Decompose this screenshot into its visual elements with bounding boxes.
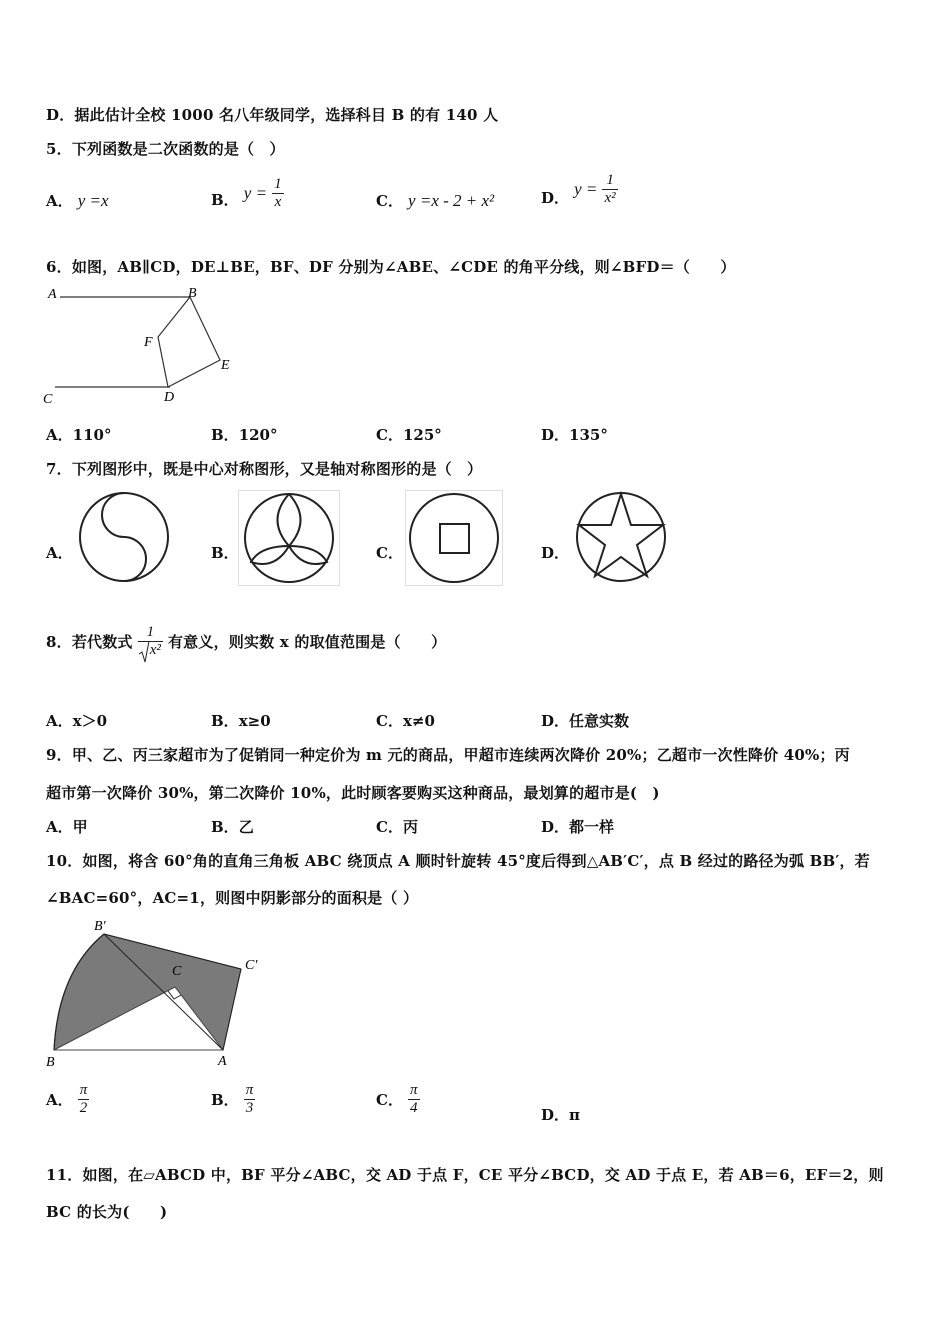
q9-option-d: D．都一样	[541, 818, 615, 836]
q10-option-b: B． $\frac{\pi}{3}$	[211, 1082, 254, 1116]
q6-label-c: C	[43, 392, 53, 407]
q10-label-b1: B'	[94, 919, 106, 934]
q10-label-b: B	[46, 1055, 55, 1070]
q8-option-c: C．x≠0	[376, 712, 435, 730]
q6-label-a: A	[48, 287, 57, 302]
q9-option-a: A．甲	[46, 818, 88, 836]
sqrt-sign-icon	[138, 641, 150, 663]
q6-label-b: B	[188, 286, 197, 301]
q9-stem-line1: 9．甲、乙、丙三家超市为了促销同一种定价为 m 元的商品，甲超市连续两次降价 20%；乙超市一次性降价 40%；丙	[46, 746, 850, 764]
q8-option-b: B．x≥0	[211, 712, 271, 730]
q10-option-a: A． $\frac{\pi}{2}$	[46, 1082, 88, 1116]
q10-stem-line1: 10．如图，将含 60°角的直角三角板 ABC 绕顶点 A 顺时针旋转 45°度后得到△AB′C′，点 B 经过的路径为弧 BB′，若	[46, 852, 870, 870]
q6-option-a: A．110°	[46, 426, 112, 444]
q5-option-d-fraction: $\frac{1}{\text{x²}}$	[604, 172, 616, 206]
q10-option-b-fraction: $\frac{\pi}{3}$	[245, 1082, 254, 1116]
q8-stem: 8．若代数式 $\frac{1}{\text{x²}}$ 有意义，则实数 x 的取值范围是（ ）	[46, 624, 446, 659]
q7-option-d-label: D．	[541, 544, 570, 562]
q6-label-e: E	[221, 358, 230, 373]
q4-option-d: D．据此估计全校 1000 名八年级同学，选择科目 B 的有 140 人	[46, 106, 499, 124]
q10-option-a-fraction: $\frac{\pi}{2}$	[79, 1082, 88, 1116]
q7-option-b-label: B．	[211, 544, 239, 562]
q9-stem-line2: 超市第一次降价 30%，第二次降价 10%，此时顾客要购买这种商品，最划算的超市是( )	[46, 784, 660, 802]
q9-option-c: C．丙	[376, 818, 418, 836]
q6-label-f: F	[144, 335, 153, 350]
q10-option-d: D．π	[541, 1106, 580, 1124]
q6-figure	[40, 282, 240, 412]
q6-label-d: D	[164, 390, 175, 405]
yin-yang-circle-icon	[77, 490, 171, 584]
q10-figure	[40, 912, 270, 1072]
q10-label-a: A	[218, 1054, 227, 1069]
q10-option-c-fraction: $\frac{\pi}{4}$	[410, 1082, 418, 1116]
q8-option-a: A．x＞0	[46, 712, 108, 730]
q6-option-d: D．135°	[541, 426, 608, 444]
q8-fraction: $\frac{1}{\text{x²}}$	[138, 624, 163, 659]
q8-option-d: D．任意实数	[541, 712, 630, 730]
q6-option-b: B．120°	[211, 426, 278, 444]
q6-option-c: C．125°	[376, 426, 442, 444]
square-in-circle-icon	[405, 490, 503, 586]
q7-option-c-label: C．	[376, 544, 403, 562]
q7-stem: 7．下列图形中，既是中心对称图形，又是轴对称图形的是（ ）	[46, 460, 483, 478]
q5-option-c-formula: y =x - 2 + x²	[408, 191, 495, 210]
q10-label-c: C	[172, 964, 182, 979]
q10-stem-line2: ∠BAC=60°，AC=1，则图中阴影部分的面积是（ ）	[46, 889, 419, 907]
q10-label-c1: C'	[245, 958, 258, 973]
q5-stem: 5．下列函数是二次函数的是（ ）	[46, 140, 285, 158]
q11-stem-line2: BC 的长为( )	[46, 1203, 168, 1221]
q5-option-c: C． y =x - 2 + x²	[376, 191, 495, 210]
q6-stem: 6．如图，AB∥CD，DE⊥BE，BF、DF 分别为∠ABE、∠CDE 的角平分线，则∠BFD＝（ ）	[46, 258, 736, 276]
q5-option-a-formula: y =x	[77, 191, 109, 210]
q5-option-d: D． y = $\frac{1}{\text{x²}}$	[541, 172, 616, 207]
three-petal-circle-icon	[238, 490, 340, 586]
star-in-circle-icon	[574, 490, 668, 584]
q5-option-b: B． y = $\frac{1}{x}$	[211, 176, 282, 210]
q9-option-b: B．乙	[211, 818, 254, 836]
q5-option-b-fraction: $\frac{1}{x}$	[274, 176, 282, 210]
q11-stem-line1: 11．如图，在▱ABCD 中，BF 平分∠ABC，交 AD 于点 F，CE 平分∠BCD，交 AD 于点 E，若 AB＝6，EF＝2，则	[46, 1166, 884, 1184]
q6-quad-bfde	[158, 297, 220, 387]
q5-option-a: A． y =x	[46, 191, 109, 210]
q7-option-a-label: A．	[46, 544, 73, 562]
q10-option-c: C． $\frac{\pi}{4}$	[376, 1082, 418, 1116]
